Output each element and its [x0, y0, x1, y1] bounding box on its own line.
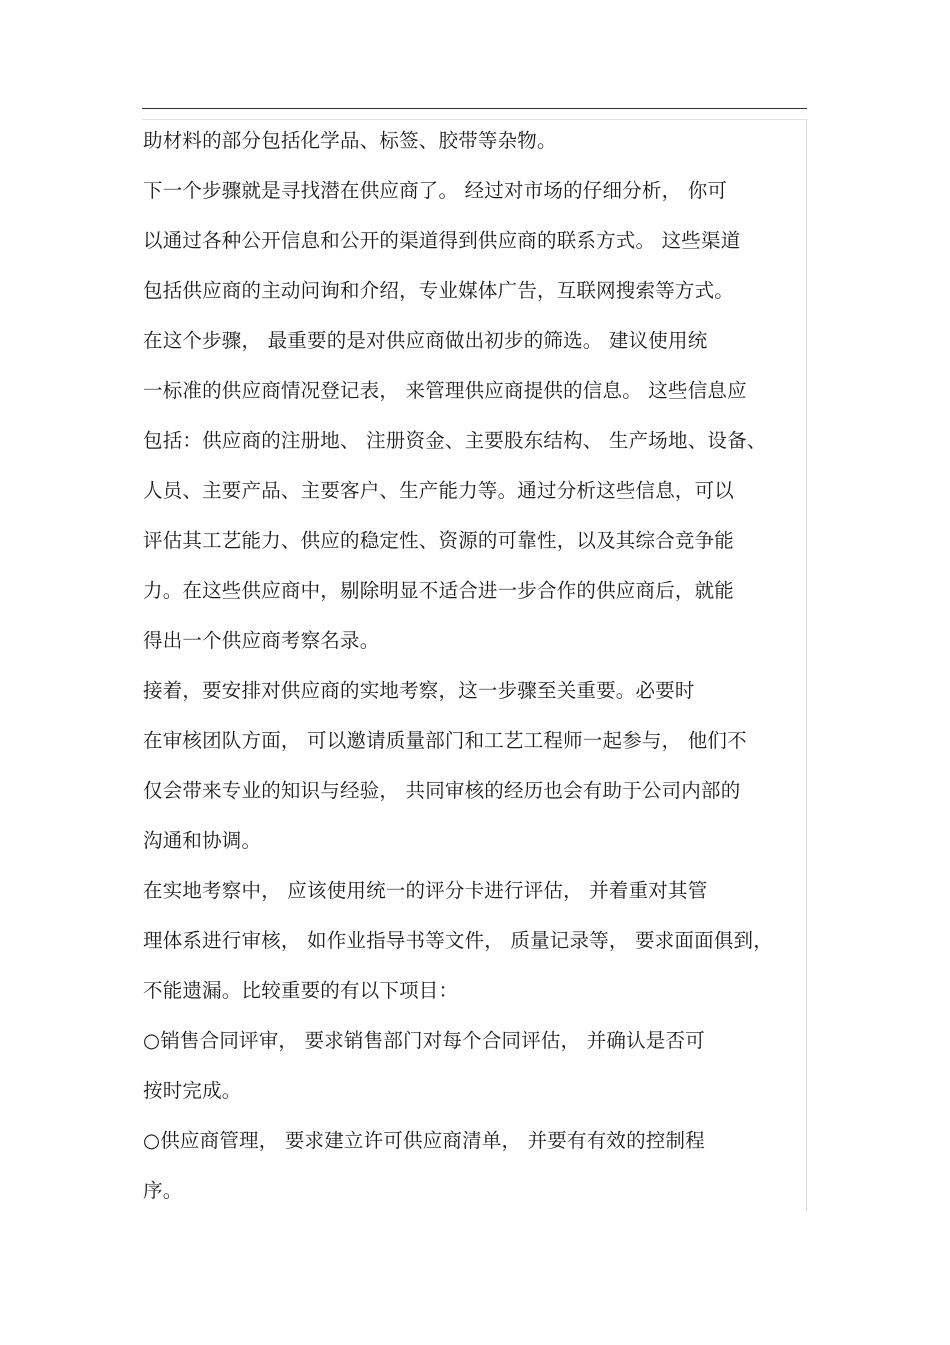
paragraph-line: 以通过各种公开信息和公开的渠道得到供应商的联系方式。 这些渠道 [143, 229, 741, 252]
list-item-line: 按时完成。 [143, 1079, 242, 1102]
paragraph-line: 在实地考察中， 应该使用统一的评分卡进行评估， 并着重对其管 [143, 879, 708, 902]
paragraph-line: 得出一个供应商考察名录。 [143, 629, 380, 652]
text-frame-right-border [806, 119, 807, 1211]
paragraph-line: 助材料的部分包括化学品、标签、胶带等杂物。 [143, 129, 557, 152]
paragraph-line: 下一个步骤就是寻找潜在供应商了。 经过对市场的仔细分析， 你可 [143, 179, 728, 202]
paragraph-line: 包括供应商的主动问询和介绍，专业媒体广告，互联网搜索等方式。 [143, 279, 735, 302]
text-frame-top-border [142, 119, 807, 120]
paragraph-line: 不能遗漏。比较重要的有以下项目： [143, 979, 459, 1002]
paragraph-line: 评估其工艺能力、供应的稳定性、资源的可靠性，以及其综合竞争能 [143, 529, 735, 552]
list-item-line: ○供应商管理， 要求建立许可供应商清单， 并要有有效的控制程 [143, 1129, 705, 1152]
list-item-line: 序。 [143, 1179, 183, 1202]
paragraph-line: 包括：供应商的注册地、 注册资金、主要股东结构、 生产场地、设备、 [143, 429, 767, 452]
list-item-line: ○销售合同评审， 要求销售部门对每个合同评估， 并确认是否可 [143, 1029, 705, 1052]
paragraph-line: 仅会带来专业的知识与经验， 共同审核的经历也会有助于公司内部的 [143, 779, 741, 802]
paragraph-line: 人员、主要产品、主要客户、生产能力等。通过分析这些信息，可以 [143, 479, 735, 502]
paragraph-line: 力。在这些供应商中，剔除明显不适合进一步合作的供应商后，就能 [143, 579, 735, 602]
paragraph-line: 沟通和协调。 [143, 829, 262, 852]
paragraph-line: 一标准的供应商情况登记表， 来管理供应商提供的信息。 这些信息应 [143, 379, 747, 402]
paragraph-line: 在这个步骤， 最重要的是对供应商做出初步的筛选。 建议使用统 [143, 329, 708, 352]
paragraph-line: 理体系进行审核， 如作业指导书等文件， 质量记录等， 要求面面俱到， [143, 929, 773, 952]
paragraph-line: 接着，要安排对供应商的实地考察，这一步骤至关重要。必要时 [143, 679, 695, 702]
paragraph-line: 在审核团队方面， 可以邀请质量部门和工艺工程师一起参与， 他们不 [143, 729, 747, 752]
header-rule [142, 108, 807, 109]
